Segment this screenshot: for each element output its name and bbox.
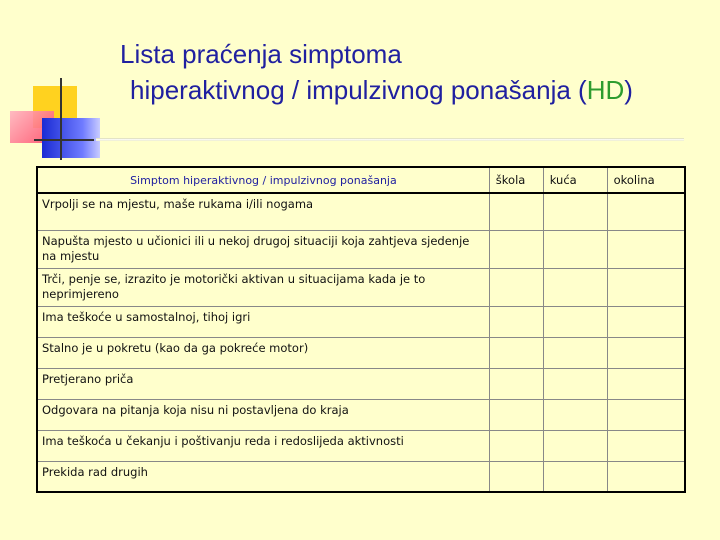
school-cell[interactable]	[489, 430, 543, 461]
symptom-label: Ima teškoća u čekanju i poštivanju reda i redoslijeda aktivnosti	[37, 430, 489, 461]
table-row	[37, 193, 685, 230]
header-environment: okolina	[607, 167, 685, 193]
school-cell[interactable]	[489, 306, 543, 337]
environment-cell[interactable]	[607, 368, 685, 399]
school-cell[interactable]	[489, 461, 543, 492]
school-cell[interactable]	[489, 230, 543, 268]
symptom-table	[36, 166, 686, 493]
home-cell[interactable]	[543, 399, 607, 430]
symptom-label: Pretjerano priča	[37, 368, 489, 399]
symptom-label: Napušta mjesto u učionici ili u nekoj drugoj situaciji koja zahtjeva sjedenje na mjestu	[37, 230, 489, 268]
home-cell[interactable]	[543, 337, 607, 368]
symptom-label: Stalno je u pokretu (kao da ga pokreće motor)	[37, 337, 489, 368]
environment-cell[interactable]	[607, 230, 685, 268]
table-row	[37, 230, 685, 268]
table-row	[37, 461, 685, 492]
table-row	[37, 368, 685, 399]
environment-cell[interactable]	[607, 399, 685, 430]
home-cell[interactable]	[543, 430, 607, 461]
school-cell[interactable]	[489, 368, 543, 399]
home-cell[interactable]	[543, 193, 607, 230]
symptom-label: Odgovara na pitanja koja nisu ni postavljena do kraja	[37, 399, 489, 430]
environment-cell[interactable]	[607, 193, 685, 230]
table-row	[37, 337, 685, 368]
logo-vertical-line	[60, 78, 62, 160]
school-cell[interactable]	[489, 268, 543, 306]
header-symptom: Simptom hiperaktivnog / impulzivnog ponašanja	[37, 167, 489, 193]
symptom-label: Vrpolji se na mjestu, maše rukama i/ili nogama	[37, 193, 489, 230]
title-hd-abbrev: HD	[586, 75, 625, 105]
environment-cell[interactable]	[607, 430, 685, 461]
school-cell[interactable]	[489, 399, 543, 430]
school-cell[interactable]	[489, 337, 543, 368]
title-line-2: hiperaktivnog / impulzivnog ponašanja (HD)	[130, 75, 633, 105]
environment-cell[interactable]	[607, 337, 685, 368]
logo-horizontal-line	[34, 139, 94, 141]
home-cell[interactable]	[543, 268, 607, 306]
table-header-row	[37, 167, 685, 193]
decorative-logo	[0, 0, 110, 170]
home-cell[interactable]	[543, 461, 607, 492]
home-cell[interactable]	[543, 306, 607, 337]
home-cell[interactable]	[543, 368, 607, 399]
blue-square	[42, 118, 100, 158]
table-row	[37, 430, 685, 461]
page-title	[120, 36, 633, 108]
table-row	[37, 399, 685, 430]
symptom-label: Prekida rad drugih	[37, 461, 489, 492]
home-cell[interactable]	[543, 230, 607, 268]
environment-cell[interactable]	[607, 306, 685, 337]
header-home: kuća	[543, 167, 607, 193]
title-divider	[96, 138, 684, 141]
environment-cell[interactable]	[607, 461, 685, 492]
school-cell[interactable]	[489, 193, 543, 230]
environment-cell[interactable]	[607, 268, 685, 306]
header-school: škola	[489, 167, 543, 193]
title-line-1: Lista praćenja simptoma	[120, 39, 402, 69]
symptom-label: Trči, penje se, izrazito je motorički aktivan u situacijama kada je to neprimjereno	[37, 268, 489, 306]
symptom-label: Ima teškoće u samostalnoj, tihoj igri	[37, 306, 489, 337]
table-row	[37, 306, 685, 337]
table-row	[37, 268, 685, 306]
